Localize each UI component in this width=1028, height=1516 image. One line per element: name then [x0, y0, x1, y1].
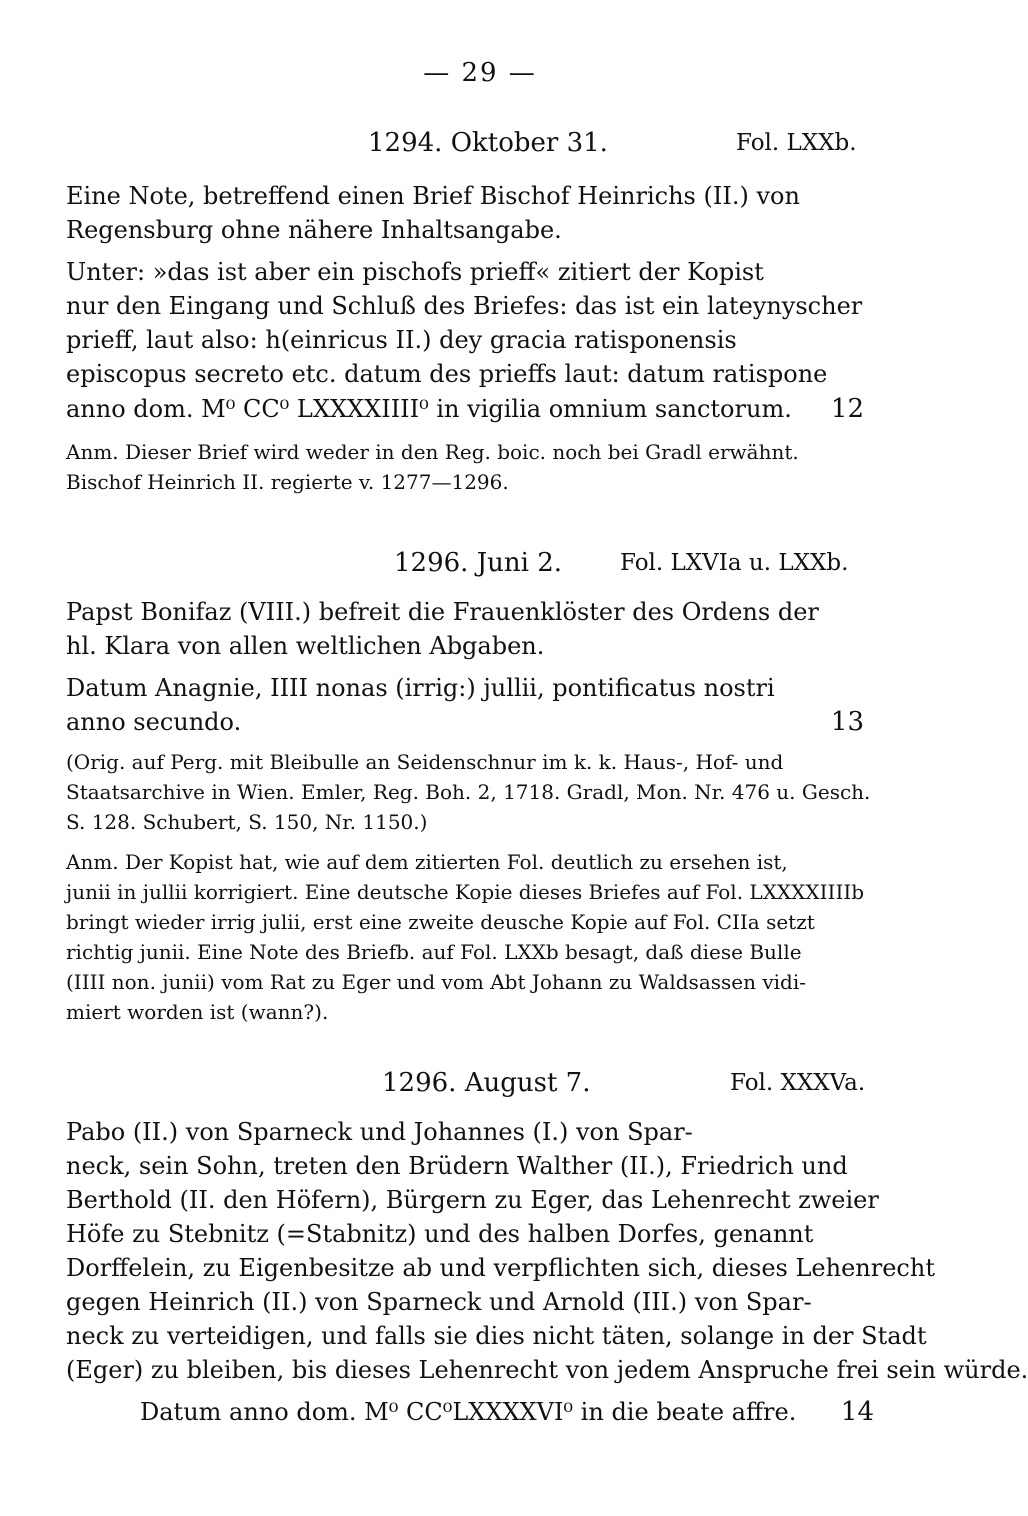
text-line: Dorffelein, zu Eigenbesitze ab und verpflichten sich, dieses Lehenrecht [66, 1254, 935, 1282]
note-line: Bischof Heinrich II. regierte v. 1277—1296. [66, 470, 509, 494]
entry-date: 1296. August 7. [382, 1068, 591, 1098]
text-line-content: anno secundo. [66, 708, 242, 736]
note-line: junii in jullii korrigiert. Eine deutsche Kopie dieses Briefes auf Fol. LXXXXIIIIb [66, 880, 865, 904]
text-line: gegen Heinrich (II.) von Sparneck und Arnold (III.) von Spar- [66, 1288, 812, 1316]
text-line: prieff, laut also: h(einricus II.) dey gracia ratisponensis [66, 326, 737, 354]
entry-header-1296-august [0, 1068, 960, 1108]
text-line-content: Datum anno dom. M⁰ CC⁰LXXXXVI⁰ in die beate affre. [140, 1398, 797, 1426]
note-line: miert worden ist (wann?). [66, 1000, 329, 1024]
note-line: bringt wieder irrig julii, erst eine zweite deusche Kopie auf Fol. CIIa setzt [66, 910, 815, 934]
text-line-content: anno dom. M⁰ CC⁰ LXXXXIIII⁰ in vigilia omnium sanctorum. [66, 395, 792, 423]
entry-header-1294 [0, 128, 960, 168]
note-line: (Orig. auf Perg. mit Bleibulle an Seidenschnur im k. k. Haus-, Hof- und [66, 750, 784, 774]
text-line: neck, sein Sohn, treten den Brüdern Walther (II.), Friedrich und [66, 1152, 848, 1180]
entry-folio: Fol. LXXb. [736, 130, 857, 156]
text-line: Unter: »das ist aber ein pischofs prieff« zitiert der Kopist [66, 258, 764, 286]
text-line: Berthold (II. den Höfern), Bürgern zu Eger, das Lehenrecht zweier [66, 1186, 879, 1214]
text-line: (Eger) zu bleiben, bis dieses Lehenrecht von jedem Anspruche frei sein würde. [66, 1356, 1028, 1384]
text-line: Datum Anagnie, IIII nonas (irrig:) jullii, pontificatus nostri [66, 674, 775, 702]
note-line: Anm. Dieser Brief wird weder in den Reg. boic. noch bei Gradl erwähnt. [66, 440, 799, 464]
text-line [66, 706, 894, 738]
text-line: Höfe zu Stebnitz (=Stabnitz) und des halben Dorfes, genannt [66, 1220, 814, 1248]
text-line: Eine Note, betreffend einen Brief Bischof Heinrichs (II.) von [66, 182, 800, 210]
text-line: Pabo (II.) von Sparneck und Johannes (I.) von Spar- [66, 1118, 693, 1146]
text-line [66, 393, 894, 425]
entry-number: 12 [830, 394, 864, 424]
entry-number: 14 [840, 1397, 874, 1427]
text-line: Regensburg ohne nähere Inhaltsangabe. [66, 216, 562, 244]
text-line: nur den Eingang und Schluß des Briefes: das ist ein lateynyscher [66, 292, 863, 320]
entry-number: 13 [830, 707, 864, 737]
page-number: — 29 — [423, 58, 537, 88]
text-line: episcopus secreto etc. datum des prieffs laut: datum ratispone [66, 360, 828, 388]
note-line: (IIII non. junii) vom Rat zu Eger und vom Abt Johann zu Waldsassen vidi- [66, 970, 806, 994]
note-line: Staatsarchive in Wien. Emler, Reg. Boh. 2, 1718. Gradl, Mon. Nr. 476 u. Gesch. [66, 780, 871, 804]
entry-date: 1296. Juni 2. [394, 548, 562, 578]
note-line: S. 128. Schubert, S. 150, Nr. 1150.) [66, 810, 428, 834]
note-line: richtig junii. Eine Note des Briefb. auf Fol. LXXb besagt, daß diese Bulle [66, 940, 802, 964]
entry-folio: Fol. LXVIa u. LXXb. [620, 550, 849, 576]
note-line: Anm. Der Kopist hat, wie auf dem zitierten Fol. deutlich zu ersehen ist, [66, 850, 788, 874]
text-line: hl. Klara von allen weltlichen Abgaben. [66, 632, 545, 660]
text-line: Papst Bonifaz (VIII.) befreit die Frauenklöster des Ordens der [66, 598, 819, 626]
entry-folio: Fol. XXXVa. [730, 1070, 866, 1096]
text-line [140, 1396, 900, 1428]
entry-header-1296-juni [0, 548, 960, 588]
text-line: neck zu verteidigen, und falls sie dies nicht täten, solange in der Stadt [66, 1322, 927, 1350]
entry-date: 1294. Oktober 31. [368, 128, 608, 158]
